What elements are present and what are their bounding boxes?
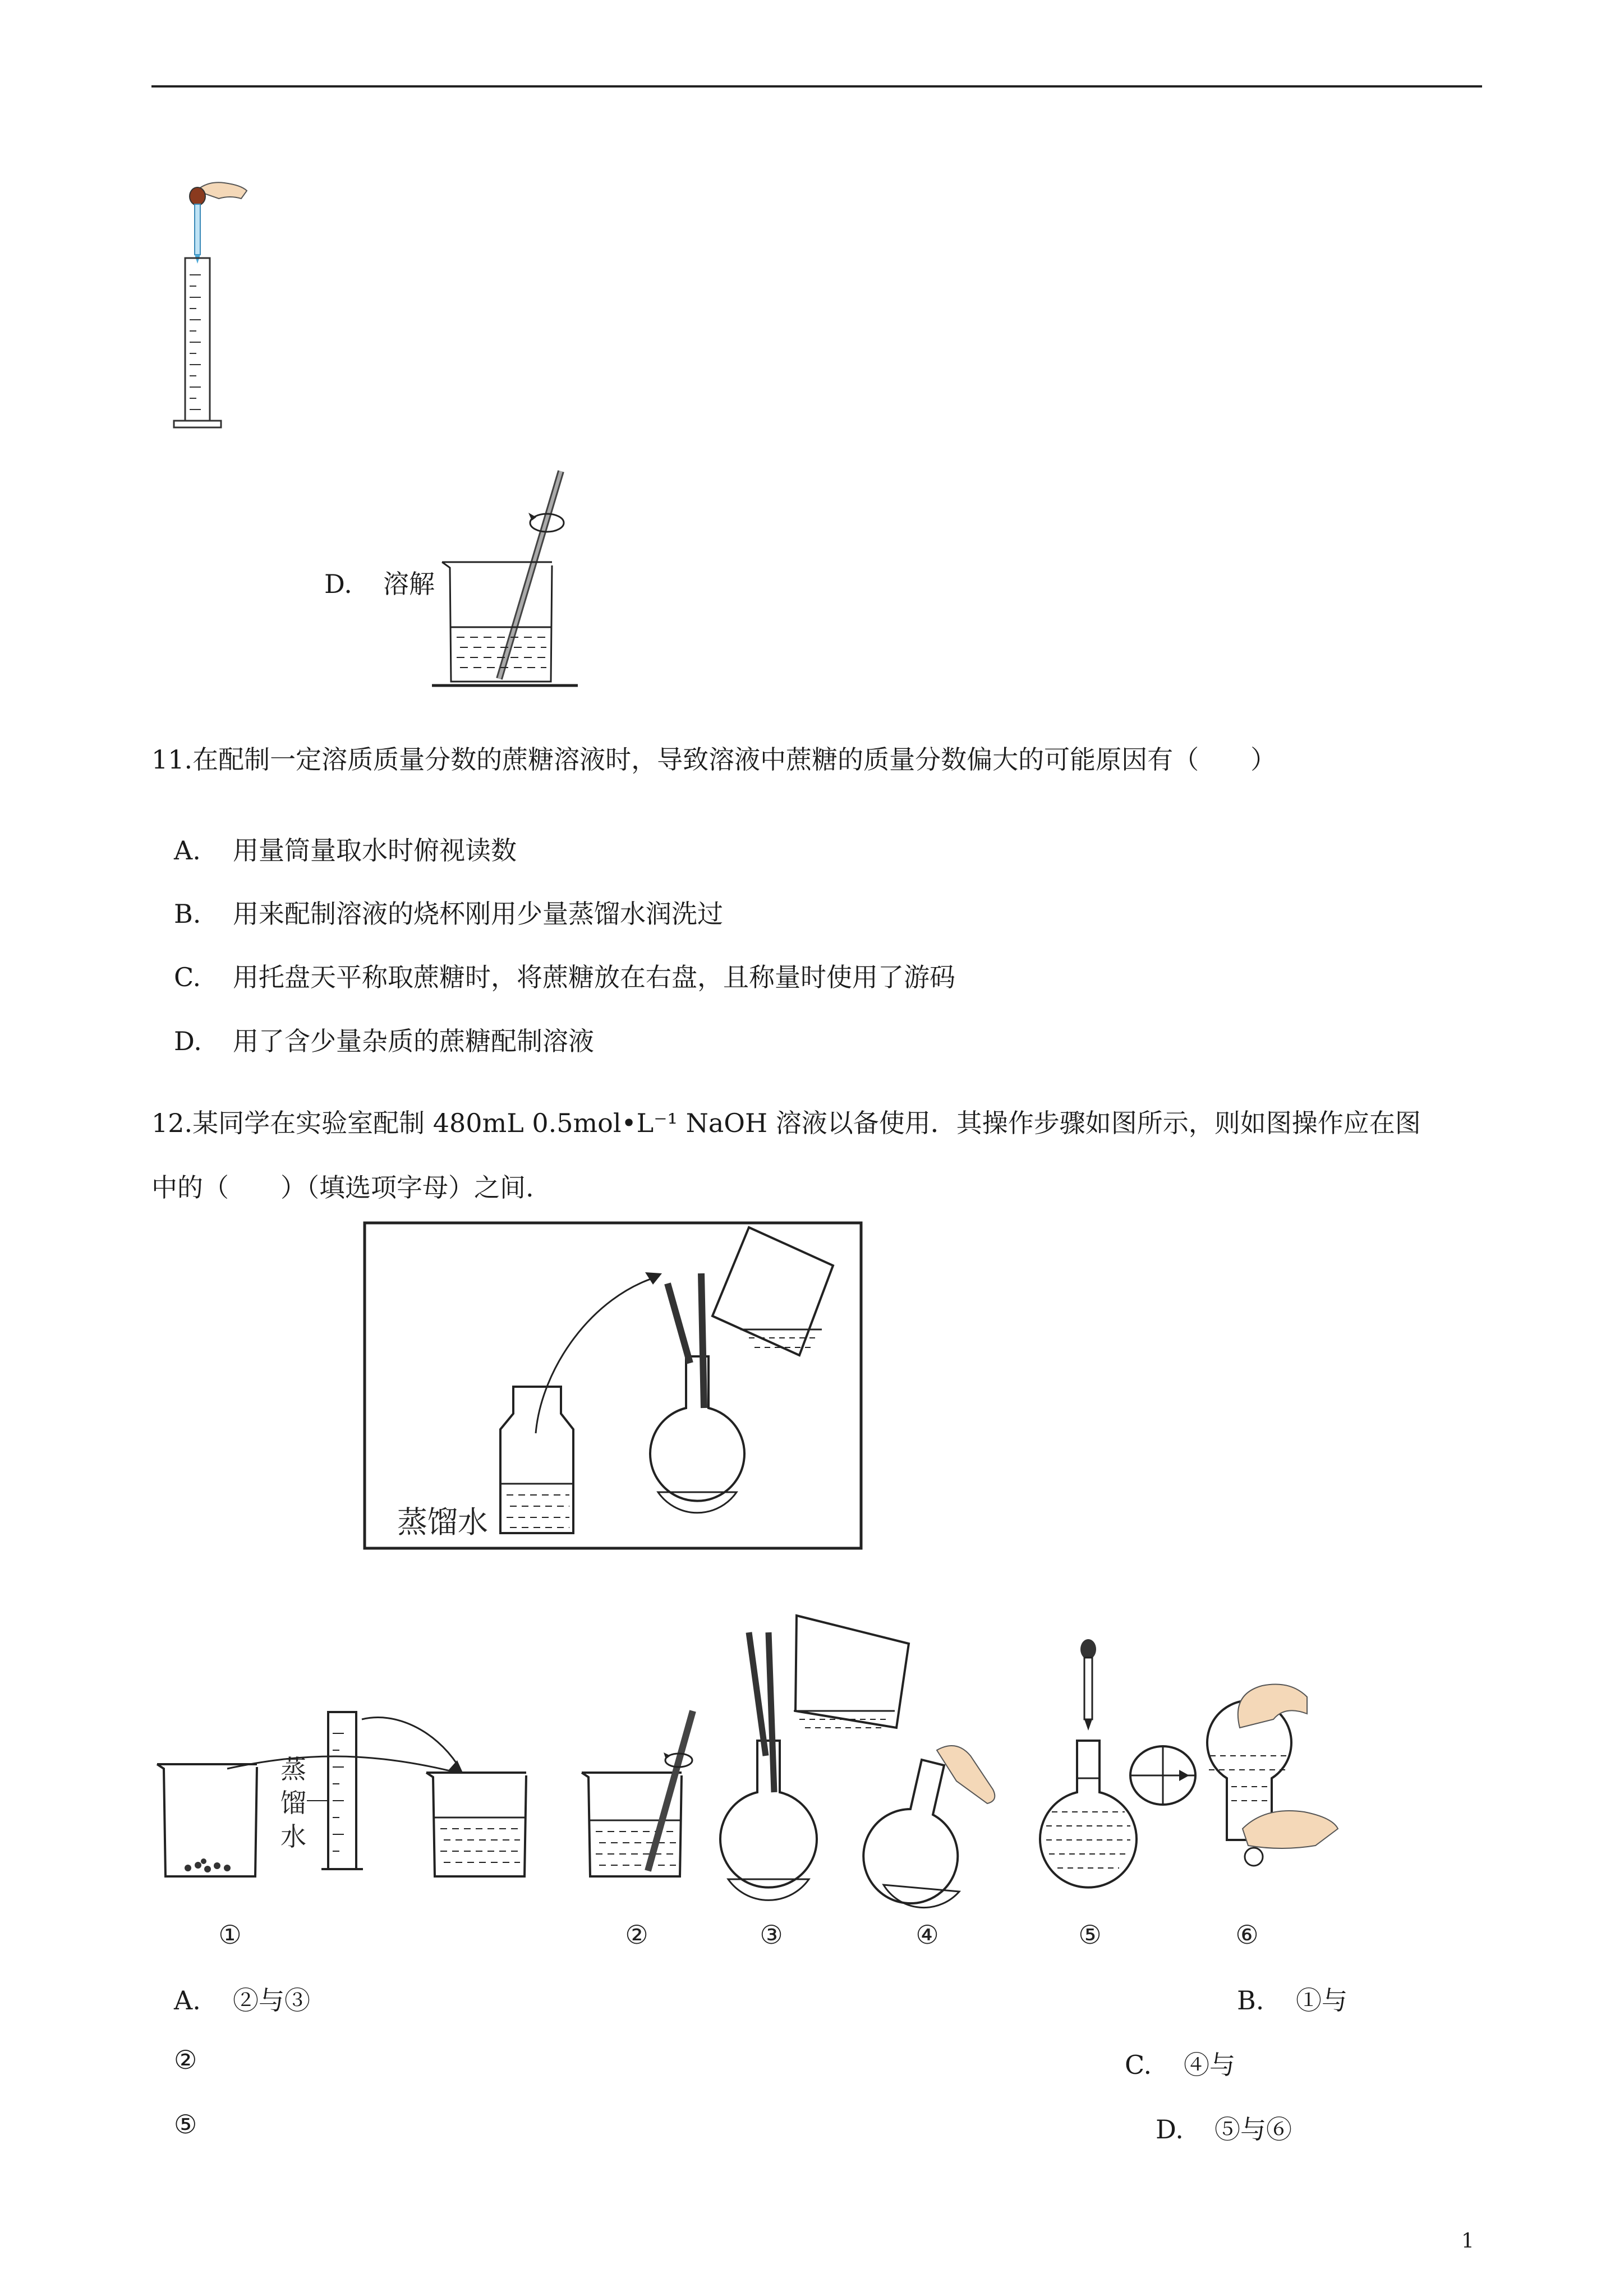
pouring-beaker (712, 1227, 833, 1355)
step-label-4: ④ (915, 1920, 939, 1950)
page-number: 1 (1461, 2230, 1474, 2253)
option-letter: B. (1237, 1985, 1264, 2016)
q12-option-d (1156, 2109, 1292, 2146)
option-letter: C. (174, 962, 201, 992)
option-text: 用了含少量杂质的蔗糖配制溶液 (233, 1026, 594, 1056)
q12-stem-line2: 中的（ ）（填选项字母）之间. (151, 1172, 534, 1203)
q11-option-d (174, 1021, 594, 1058)
step-label-1: ① (218, 1920, 242, 1950)
option-text: ⑤与⑥ (1214, 2114, 1292, 2145)
volumetric-flask (650, 1356, 744, 1501)
inset-water-label: 蒸馏水 (397, 1504, 488, 1540)
option-letter: A. (174, 835, 201, 866)
graduated-cylinder-dropper-figure (163, 180, 252, 438)
option-text: 用托盘天平称取蔗糖时，将蔗糖放在右盘，且称量时使用了游码 (233, 962, 955, 992)
side-label-2: 馏 (280, 1788, 306, 1818)
q12-option-b-wrap: ② (174, 2045, 197, 2075)
option-letter: A. (174, 1985, 201, 2016)
q12-option-c-wrap: ⑤ (174, 2109, 197, 2139)
option-text: 溶解 (383, 569, 435, 599)
step-label-3: ③ (760, 1920, 783, 1950)
side-label-3: 水 (280, 1821, 306, 1852)
q11-option-a (174, 830, 517, 867)
q11-option-c (174, 957, 955, 994)
water-bottle (500, 1387, 573, 1533)
option-text: ①与 (1296, 1985, 1347, 2016)
q12-stem-line1: 12.某同学在实验室配制 480mL 0.5mol•L⁻¹ NaOH 溶液以备使用．其操作步骤如图所示，则如图操作应在图 (151, 1108, 1421, 1138)
option-letter: B. (174, 899, 201, 929)
option-letter: C. (1125, 2050, 1152, 2080)
option-text: ②与③ (233, 1985, 310, 2016)
inset-frame (365, 1223, 861, 1548)
step-label-6: ⑥ (1235, 1920, 1259, 1950)
q12-option-c (1125, 2045, 1235, 2082)
option-text: 用来配制溶液的烧杯刚用少量蒸馏水润洗过 (233, 899, 723, 929)
q12-option-b (1237, 1980, 1347, 2017)
option-letter: D. (174, 1026, 202, 1056)
step-label-5: ⑤ (1078, 1920, 1102, 1950)
step1-cylinder (328, 1712, 356, 1869)
q11-stem: 11.在配制一定溶质质量分数的蔗糖溶液时，导致溶液中蔗糖的质量分数偏大的可能原因有（ ） (151, 744, 1277, 775)
option-letter: D. (1156, 2114, 1184, 2145)
header-rule (151, 85, 1482, 88)
beaker-stirring-figure (432, 466, 589, 696)
q12-option-a (174, 1980, 310, 2017)
step-label-2: ② (625, 1920, 648, 1950)
q12-procedure-figure (154, 1217, 1411, 1958)
option-text: ④与 (1184, 2050, 1235, 2080)
q10-option-d (324, 564, 435, 601)
option-letter: D. (324, 569, 352, 599)
option-text: 用量筒量取水时俯视读数 (233, 835, 517, 866)
q11-option-b (174, 894, 723, 931)
side-label-1: 蒸 (280, 1754, 306, 1784)
